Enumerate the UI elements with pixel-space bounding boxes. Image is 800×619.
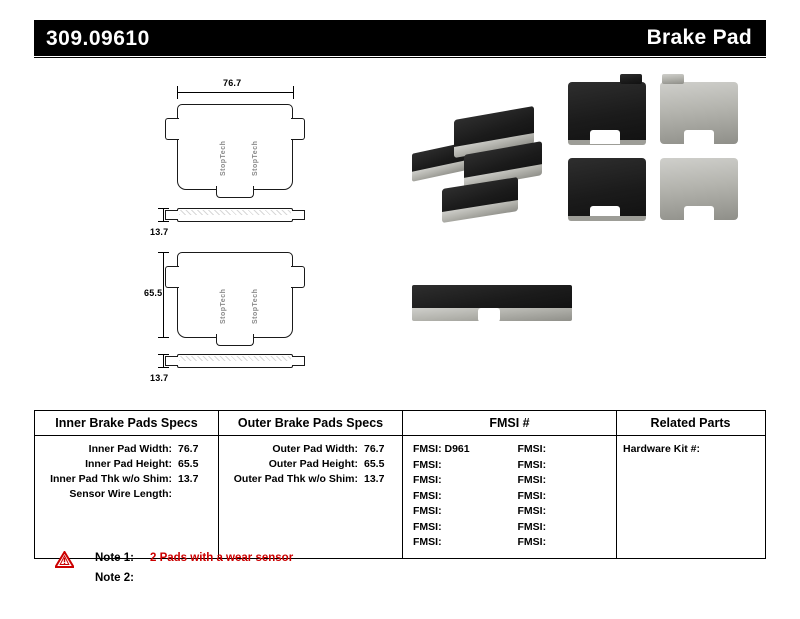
spec-value: 13.7 (364, 473, 385, 485)
hardware-kit-label: Hardware Kit #: (623, 443, 701, 455)
fmsi-entry: FMSI: (413, 505, 442, 517)
fmsi-entry: FMSI: D961 (413, 443, 470, 455)
pad-set-photo-angled (402, 98, 562, 218)
spec-row (35, 442, 218, 457)
outer-specs-cell (219, 436, 403, 558)
dimension-arrow (158, 252, 169, 253)
spec-label: Outer Pad Thk w/o Shim: (233, 473, 358, 485)
header-divider (34, 57, 766, 58)
spec-label: Outer Pad Height: (268, 458, 358, 470)
dimension-line-thickness (163, 354, 164, 368)
header-bar (34, 20, 766, 56)
fmsi-entry: FMSI: (413, 489, 442, 502)
note-row-2 (55, 570, 555, 590)
spec-label: Inner Pad Thk w/o Shim: (50, 473, 172, 485)
fmsi-entry: FMSI: (413, 474, 442, 486)
dimension-arrow (158, 337, 169, 338)
pad-photo-tab (662, 74, 684, 84)
spec-label: Inner Pad Height: (85, 458, 172, 470)
pad-photo-slot (684, 130, 714, 144)
fmsi-column-right (512, 442, 617, 551)
pad-photo-slot (590, 130, 620, 144)
note-label-1: Note 1: (95, 552, 134, 564)
fmsi-entry: FMSI: (517, 474, 547, 486)
dimension-line-height (163, 252, 164, 338)
dimension-arrow (158, 354, 169, 355)
pad-photo-slot (684, 206, 714, 220)
spec-value: 65.5 (178, 458, 199, 470)
spec-label: Sensor Wire Length: (69, 488, 172, 500)
spec-label: Inner Pad Width: (88, 443, 172, 455)
inner-pad-edge-hatch (179, 210, 291, 215)
pad-photo-slot (478, 308, 500, 322)
spec-row (219, 457, 402, 472)
product-category: Brake Pad (646, 26, 752, 49)
outer-pad-outline (177, 252, 293, 338)
technical-drawing-area (34, 60, 766, 390)
fmsi-entry: FMSI: (517, 458, 547, 471)
inner-pad-notch-bottom (216, 186, 254, 198)
outer-pad-tab-left (165, 266, 179, 288)
brand-stamp: StopTech (252, 288, 259, 324)
spec-label: Outer Pad Width: (272, 443, 358, 455)
fmsi-column-left (407, 442, 512, 551)
inner-pad-edge-tab-right (292, 210, 305, 220)
spec-value: 13.7 (178, 473, 199, 485)
table-header-inner-specs: Inner Brake Pads Specs (35, 411, 219, 435)
dimension-arrow (158, 367, 169, 368)
brand-stamp: StopTech (220, 288, 227, 324)
dimension-arrow (158, 208, 169, 209)
inner-specs-cell (35, 436, 219, 558)
fmsi-entry: FMSI: (517, 505, 547, 517)
note-label-2: Note 2: (95, 572, 134, 584)
inner-pad-tab-left (165, 118, 179, 140)
dimension-line-width (177, 92, 293, 93)
fmsi-entry: FMSI: (517, 443, 547, 455)
spec-row (35, 457, 218, 472)
dimension-label-outer-height: 65.5 (144, 288, 163, 298)
fmsi-entry: FMSI: (517, 489, 547, 502)
note-row-1 (55, 550, 555, 570)
outer-pad-tab-right (291, 266, 305, 288)
dimension-label-outer-thickness: 13.7 (150, 373, 169, 383)
fmsi-entry: FMSI: (413, 536, 442, 548)
part-number: 309.09610 (46, 27, 150, 50)
spec-row (219, 442, 402, 457)
dimension-label-inner-thickness: 13.7 (150, 227, 169, 237)
outer-pad-edge-tab-left (165, 356, 178, 366)
fmsi-cell (403, 436, 617, 558)
dimension-line-thickness (163, 208, 164, 222)
table-header-outer-specs: Outer Brake Pads Specs (219, 411, 403, 435)
pad-photo-edge (568, 216, 646, 221)
spec-row (35, 472, 218, 487)
dimension-tick (177, 86, 178, 99)
note-text-1: 2 Pads with a wear sensor (150, 552, 294, 564)
outer-pad-edge-hatch (179, 356, 291, 361)
fmsi-entry: FMSI: (517, 520, 547, 533)
fmsi-entry: FMSI: (413, 458, 442, 471)
spec-value: 65.5 (364, 458, 385, 470)
brand-stamp: StopTech (220, 140, 227, 176)
inner-pad-tab-right (291, 118, 305, 140)
dimension-tick (293, 86, 294, 99)
table-header-row (35, 411, 765, 436)
inner-pad-edge-tab-left (165, 210, 178, 220)
dimension-arrow (158, 221, 169, 222)
brand-stamp: StopTech (252, 140, 259, 176)
table-header-fmsi: FMSI # (403, 411, 617, 435)
warning-icon (55, 551, 74, 568)
pad-photo-edge-view (406, 275, 582, 335)
notes-section (55, 550, 555, 590)
fmsi-entry: FMSI: (413, 520, 442, 533)
spec-value: 76.7 (178, 443, 199, 455)
fmsi-entry: FMSI: (517, 536, 547, 548)
dimension-label-inner-width: 76.7 (223, 78, 242, 88)
pad-photo-tab (620, 74, 642, 84)
spec-row (35, 487, 218, 502)
inner-pad-outline (177, 104, 293, 190)
related-parts-cell (617, 436, 764, 558)
spec-row (219, 472, 402, 487)
specifications-table (34, 410, 766, 559)
table-body (35, 436, 765, 558)
spec-value: 76.7 (364, 443, 385, 455)
pad-set-photo-top-view (562, 70, 752, 230)
outer-pad-edge-tab-right (292, 356, 305, 366)
table-header-related-parts: Related Parts (650, 416, 731, 430)
outer-pad-notch-bottom (216, 334, 254, 346)
